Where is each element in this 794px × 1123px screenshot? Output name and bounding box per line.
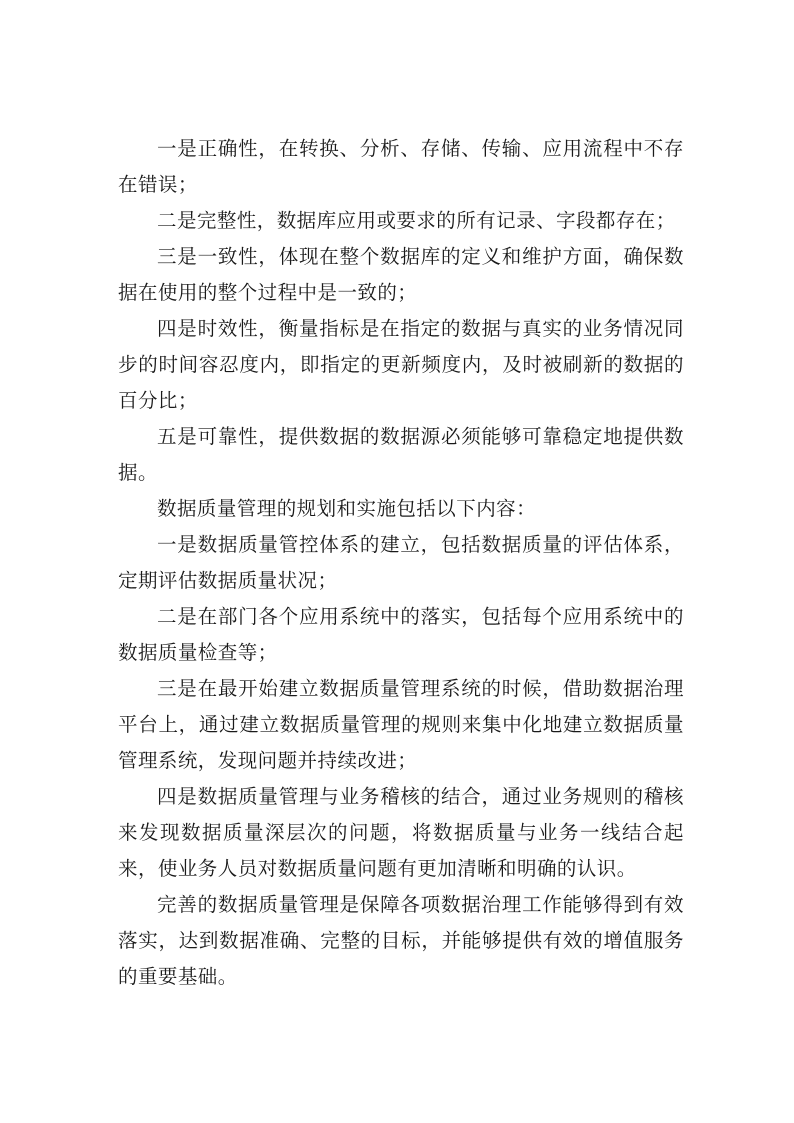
paragraph-business-audit: 四是数据质量管理与业务稽核的结合，通过业务规则的稽核来发现数据质量深层次的问题，将数据质量与业务一线结合起来，使业务人员对数据质量问题有更加清晰和明确的认识。 [118, 785, 684, 880]
paragraph-conclusion: 完善的数据质量管理是保障各项数据治理工作能够得到有效落实，达到数据准确、完整的目标，并能够提供有效的增值服务的重要基础。 [118, 893, 684, 988]
paragraph-management-system: 三是在最开始建立数据质量管理系统的时候，借助数据治理平台上，通过建立数据质量管理的规则来集中化地建立数据质量管理系统，发现问题并持续改进； [118, 677, 684, 772]
paragraph-completeness: 二是完整性，数据库应用或要求的所有记录、字段都存在； [157, 209, 676, 232]
paragraph-timeliness: 四是时效性，衡量指标是在指定的数据与真实的业务情况同步的时间容忍度内，即指定的更新频度内，及时被刷新的数据的百分比； [118, 317, 684, 412]
paragraph-reliability: 五是可靠性，提供数据的数据源必须能够可靠稳定地提供数据。 [118, 425, 684, 484]
paragraph-control-system: 一是数据质量管控体系的建立，包括数据质量的评估体系，定期评估数据质量状况； [118, 533, 684, 592]
paragraph-planning-intro: 数据质量管理的规划和实施包括以下内容： [157, 497, 537, 520]
paragraph-correctness: 一是正确性，在转换、分析、存储、传输、应用流程中不存在错误； [118, 137, 684, 196]
paragraph-department-implementation: 二是在部门各个应用系统中的落实，包括每个应用系统中的数据质量检查等； [118, 605, 684, 664]
document-body [118, 131, 684, 995]
paragraph-consistency: 三是一致性，体现在整个数据库的定义和维护方面，确保数据在使用的整个过程中是一致的； [118, 245, 684, 304]
